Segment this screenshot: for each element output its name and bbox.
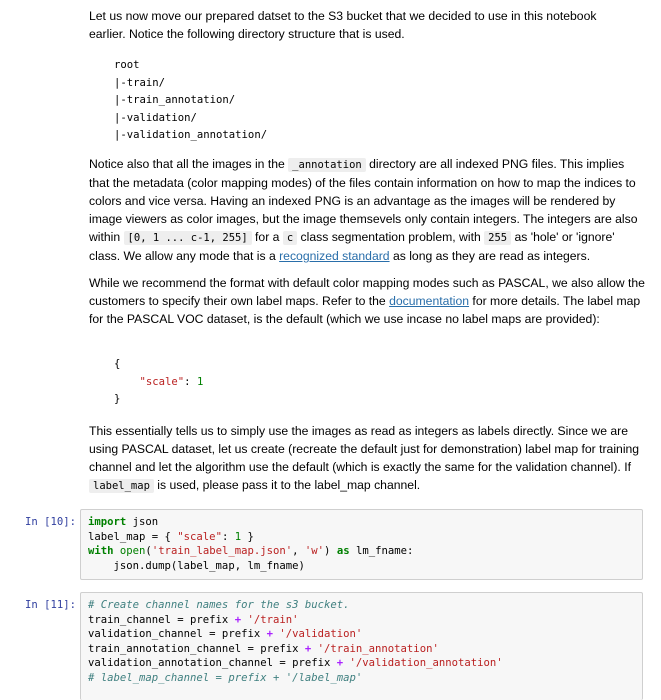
text: for more details. The label map for the PASCAL VOC dataset, is the default (which we use incase no label maps are provided):	[89, 294, 641, 326]
explanation-paragraph	[89, 422, 645, 495]
directory-tree	[114, 57, 267, 145]
code: lm_fname:	[349, 545, 414, 558]
label-map-json-block	[114, 356, 203, 409]
text: While we recommend the format with default color mapping modes such as PASCAL, we also allow the customers to specify their own label maps. Refer to the	[89, 276, 645, 308]
inline-code-255: 255	[484, 231, 511, 245]
code-cell-11[interactable]	[80, 592, 643, 700]
inline-code-annotation: _annotation	[288, 158, 366, 172]
code: validation_channel = prefix	[88, 628, 267, 641]
code: ,	[292, 545, 305, 558]
text: for a	[251, 230, 283, 244]
string: 'w'	[304, 545, 325, 558]
text: as long as they are read as integers.	[389, 249, 591, 263]
dir-train: |-train/	[114, 76, 166, 89]
inline-code-label-map: label_map	[89, 479, 154, 493]
string: '/train_annotation'	[317, 642, 439, 655]
string: '/validation'	[279, 628, 363, 641]
cell-11-prompt: In [11]:	[25, 599, 77, 611]
operator: +	[266, 628, 273, 641]
code: train_annotation_channel = prefix	[88, 642, 305, 655]
json-value: 1	[196, 375, 204, 388]
intro-line-1: Let us now move our prepared datset to the S3 bucket that we decided to use in this notebook	[89, 9, 597, 23]
text: as 'hole' or 'ignore' class. We allow any mode that is a	[89, 230, 615, 263]
code-cell-10[interactable]	[80, 509, 643, 580]
inline-code-range: [0, 1 ... c-1, 255]	[124, 231, 252, 245]
text: directory are all indexed PNG files. This implies that the metadata (color mapping modes) of the files contain information on how to map the indices to colors and vice versa. Having an indexed PNG is an advantage as the images will be rendered by image viewers as color images, but the image themsevels only contain integers. The integers are also within	[89, 157, 638, 244]
intro-paragraph	[89, 7, 645, 43]
number: 1	[234, 530, 242, 543]
code: json	[126, 516, 159, 528]
kw: with	[88, 545, 114, 558]
documentation-link[interactable]: documentation	[389, 294, 470, 308]
dir-validation-annotation: |-validation_annotation/	[114, 129, 268, 141]
label-map-paragraph	[89, 274, 645, 328]
code-cell-10-source[interactable]	[88, 515, 635, 573]
code: }	[241, 530, 254, 543]
text: is used, please pass it to the label_map channel.	[153, 478, 421, 492]
json-open-brace: {	[114, 358, 121, 370]
json-key: "scale"	[139, 375, 185, 388]
text: class segmentation problem, with	[297, 230, 485, 244]
annotation-paragraph	[89, 155, 645, 265]
kw: as	[336, 545, 350, 558]
cell-10-prompt: In [10]:	[25, 516, 77, 528]
inline-code-c: c	[283, 231, 297, 245]
intro-line-2: earlier. Notice the following directory structure that is used.	[89, 27, 405, 41]
dir-train-annotation: |-train_annotation/	[114, 94, 236, 106]
code: validation_annotation_channel = prefix	[88, 657, 337, 670]
operator: +	[234, 613, 242, 626]
string: 'train_label_map.json'	[151, 545, 293, 558]
dir-root: root	[114, 59, 140, 71]
code-cell-11-source[interactable]	[88, 598, 635, 686]
text: This essentially tells us to simply use the images as read as integers as labels directly. Since we are using PASCAL dataset, let us create (recreate the default just for demonstration) label map for training channel and let the algorithm use the default (which is exactly the same for the validation channel). If	[89, 424, 640, 474]
code: )	[324, 545, 337, 558]
json-colon: :	[184, 375, 197, 388]
code: train_channel = prefix	[88, 613, 235, 626]
dir-validation: |-validation/	[114, 111, 197, 124]
text: Notice also that all the images in the	[89, 157, 289, 171]
code: label_map = {	[88, 530, 178, 543]
operator: +	[304, 642, 312, 655]
recognized-standard-link[interactable]: recognized standard	[279, 249, 390, 263]
code: :	[221, 530, 235, 543]
comment: # label_map_channel = prefix + '/label_map'	[88, 671, 363, 684]
kw: import	[88, 516, 127, 528]
code: (	[145, 545, 152, 558]
json-close-brace: }	[114, 393, 121, 405]
comment: # Create channel names for the s3 bucket.	[88, 599, 350, 611]
string: '/validation_annotation'	[349, 657, 503, 670]
code: json.dump(label_map, lm_fname)	[88, 559, 305, 572]
builtin: open	[119, 545, 146, 558]
string: '/train'	[247, 613, 299, 626]
operator: +	[336, 657, 344, 670]
string: "scale"	[177, 530, 222, 543]
